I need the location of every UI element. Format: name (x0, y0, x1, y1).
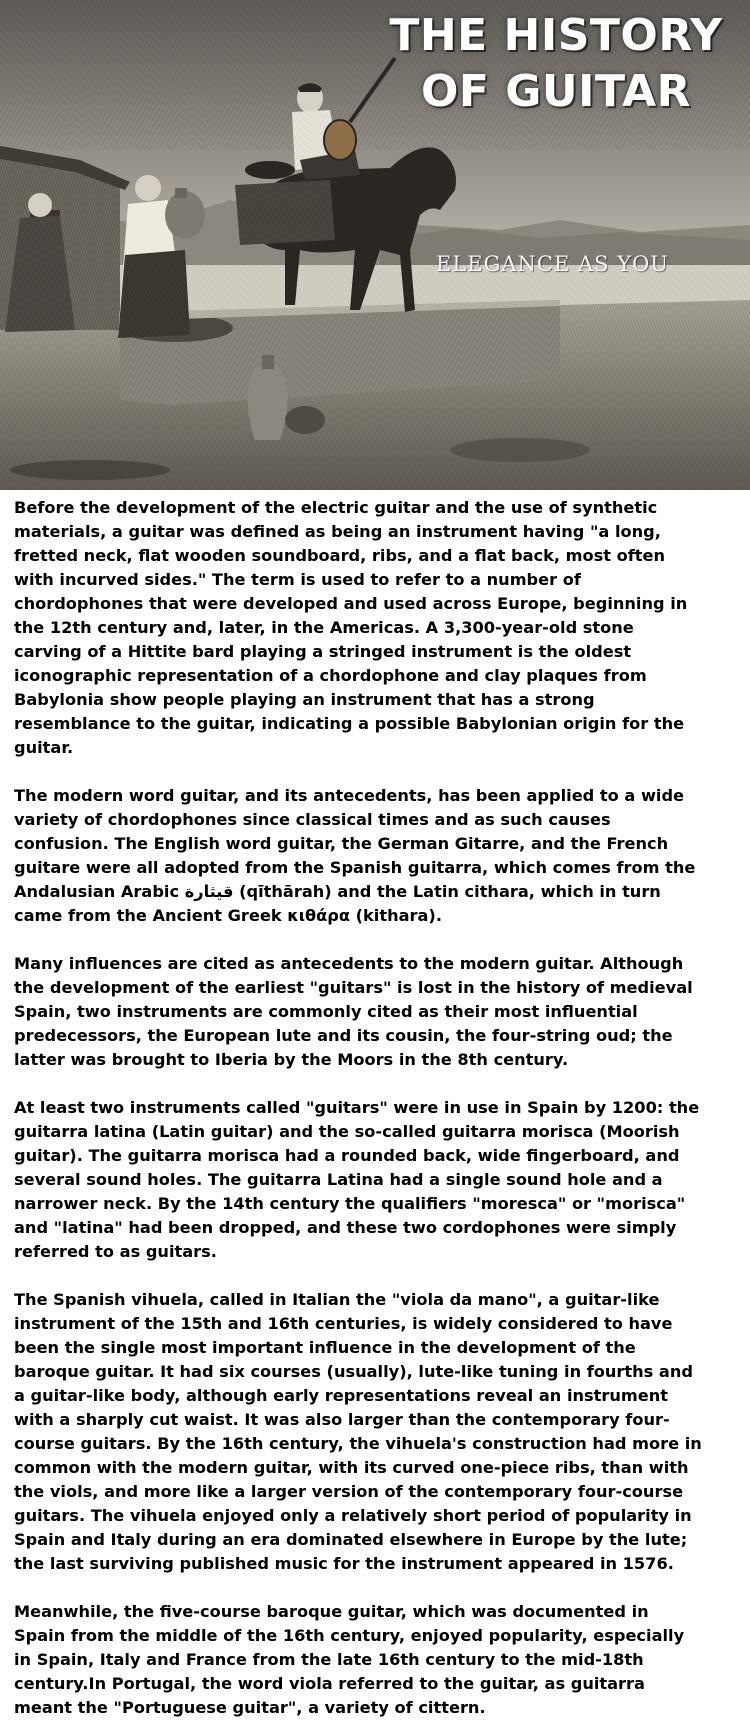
hero-illustration (0, 0, 750, 490)
title-line-1: THE HISTORY (389, 10, 723, 61)
title-line-2: OF GUITAR (420, 66, 692, 117)
paragraph-4: At least two instruments called "guitars" were in use in Spain by 1200: the guitarra latina (Latin guitar) and the so-called guitarra morisca (Moorish guitar). The guitarra morisca had a rounded back, wide fingerboard, and several sound holes. The guitarra Latina had a single sound hole and a narrower neck. By the 14th century the qualifiers "moresca" or "morisca" and "latina" had been dropped, and these two cordophones were simply referred to as guitars. (14, 1098, 700, 1261)
lute-instrument (324, 120, 356, 160)
woman-right-head (135, 175, 161, 201)
woman-left-head (28, 193, 52, 217)
clay-pot (285, 406, 325, 434)
paragraph-5: The Spanish vihuela, called in Italian the "viola da mano", a guitar-like instrument of the 15th and 16th centuries, is widely considered to have been the single most important influence in the development of the baroque guitar. It had six courses (usually), lute-like tuning in fourths and a guitar-like body, although early representations reveal an instrument with a sharply cut waist. It was also larger than the contemporary four- course guitars. By the 16th century, the vihuela's construction had more in common with the modern guitar, with its curved one-piece ribs, than with the viols, and more like a larger version of the contemporary four-course guitars. The vihuela enjoyed only a relatively short period of popularity in Spain and Italy during an era dominated elsewhere in Europe by the lute; the last surviving published music for the instrument appeared in 1576. (14, 1290, 702, 1573)
watermark-text: ELEGANCE AS YOU (436, 252, 669, 276)
article-body (0, 490, 750, 1720)
water-jar (165, 191, 205, 239)
paragraph-1: Before the development of the electric guitar and the use of synthetic materials, a guitar was defined as being an instrument having "a long, fretted neck, flat wooden soundboard, ribs, and a flat back, most often with incurved sides." The term is used to refer to a number of chordophones that were developed and used across Europe, beginning in the 12th century and, later, in the Americas. A 3,300-year-old stone carving of a Hittite bard playing a stringed instrument is the oldest iconographic representation of a chordophone and clay plaques from Babylonia show people playing an instrument that has a strong resemblance to the guitar, indicating a possible Babylonian origin for the guitar. (14, 498, 688, 757)
paragraph-3: Many influences are cited as antecedents to the modern guitar. Although the development of the earliest "guitars" is lost in the history of medieval Spain, two instruments are commonly cited as their most influential predecessors, the European lute and its cousin, the four-string oud; the latter was brought to Iberia by the Moors in the 8th century. (14, 954, 693, 1069)
clay-jug (248, 368, 288, 440)
page-title (376, 8, 736, 120)
paragraph-2: The modern word guitar, and its antecedents, has been applied to a wide variety of chordophones since classical times and as such causes confusion. The English word guitar, the German Gitarre, and the French guitare were all adopted from the Spanish guitarra, which comes from the Andalusian Arabic قيثارة (qīthārah) and the Latin cithara, which in turn came from the Ancient Greek κιθάρα (kithara). (14, 786, 696, 925)
paragraph-6: Meanwhile, the five-course baroque guitar, which was documented in Spain from the middle of the 16th century, enjoyed popularity, especially in Spain, Italy and France from the late 16th century to the mid-18th century.In Portugal, the word viola referred to the guitar, as guitarra meant the "Portuguese guitar", a variety of cittern. (14, 1602, 685, 1717)
